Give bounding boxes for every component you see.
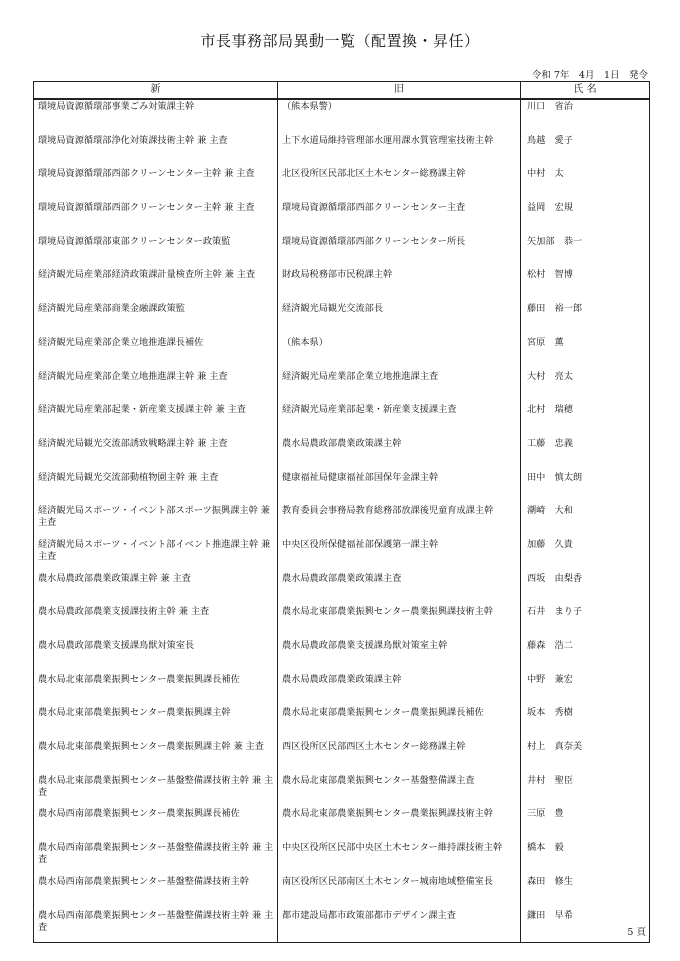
table-row [34,572,650,606]
document-title: 市長事務部局異動一覧（配置換・昇任） [200,32,480,50]
person-name-cell: 井村 聖臣 [521,774,650,808]
new-position-cell: 経済観光局スポーツ・イベント部スポーツ振興課主幹 兼 主査 [34,504,278,538]
table-row [34,134,650,168]
old-position-cell: 健康福祉局健康福祉部国保年金課主幹 [278,471,521,505]
new-position-cell: 環境局資源循環部東部クリーンセンター政策監 [34,235,278,269]
new-position-cell: 経済観光局産業部企業立地推進課主幹 兼 主査 [34,370,278,404]
old-position-cell: 中央区役所保健福祉部保護第一課主幹 [278,538,521,572]
person-name-cell: 北村 瑞穂 [521,403,650,437]
new-position-cell: 経済観光局産業部商業金融課政策監 [34,302,278,336]
table-row [34,99,650,134]
old-position-cell: 農水局農政部農業政策課主幹 [278,437,521,471]
person-name-cell: 藤森 浩二 [521,639,650,673]
new-position-cell: 農水局西南部農業振興センター基盤整備課技術主幹 兼 主査 [34,909,278,943]
new-position-cell: 環境局資源循環部西部クリーンセンター主幹 兼 主査 [34,201,278,235]
person-name-cell: 矢加部 恭一 [521,235,650,269]
old-position-cell: 南区役所区民部南区土木センター城南地域整備室長 [278,875,521,909]
table-row [34,437,650,471]
person-name-cell: 加藤 久貴 [521,538,650,572]
table-row [34,471,650,505]
new-position-cell: 農水局農政部農業政策課主幹 兼 主査 [34,572,278,606]
old-position-cell: 環境局資源循環部西部クリーンセンター主査 [278,201,521,235]
old-position-cell: 農水局北東部農業振興センター農業振興課技術主幹 [278,605,521,639]
table-row [34,370,650,404]
table-body [34,99,650,943]
old-position-cell: 西区役所区民部西区土木センター総務課主幹 [278,740,521,774]
person-name-cell: 大村 亮太 [521,370,650,404]
person-name-cell: 益岡 宏規 [521,201,650,235]
person-name-cell: 田中 慎太朗 [521,471,650,505]
old-position-cell: 北区役所区民部北区土木センター総務課主幹 [278,167,521,201]
old-position-cell: 環境局資源循環部西部クリーンセンター所長 [278,235,521,269]
table-row [34,909,650,943]
person-name-cell: 石井 まり子 [521,605,650,639]
header-new: 新 [34,82,278,100]
old-position-cell: 農水局北東部農業振興センター農業振興課技術主幹 [278,807,521,841]
old-position-cell: 農水局北東部農業振興センター基盤整備課主査 [278,774,521,808]
person-name-cell: 藤田 裕一郎 [521,302,650,336]
new-position-cell: 農水局北東部農業振興センター農業振興課主幹 [34,706,278,740]
header-row [34,82,650,100]
person-name-cell: 坂本 秀樹 [521,706,650,740]
table-row [34,807,650,841]
table-row [34,538,650,572]
old-position-cell: 経済観光局産業部起業・新産業支援課主査 [278,403,521,437]
personnel-table [33,81,650,943]
new-position-cell: 農水局西南部農業振興センター基盤整備課技術主幹 [34,875,278,909]
new-position-cell: 農水局北東部農業振興センター基盤整備課技術主幹 兼 主査 [34,774,278,808]
new-position-cell: 経済観光局産業部経済政策課計量検査所主幹 兼 主査 [34,268,278,302]
person-name-cell: 橋本 毅 [521,841,650,875]
person-name-cell: 鳥越 愛子 [521,134,650,168]
table-row [34,235,650,269]
new-position-cell: 経済観光局観光交流部誘致戦略課主幹 兼 主査 [34,437,278,471]
new-position-cell: 環境局資源循環部事業ごみ対策課主幹 [34,99,278,134]
old-position-cell: 上下水道局維持管理部水運用課水質管理室技術主幹 [278,134,521,168]
issue-date: 令和 7年 4月 1日 発令 [531,70,648,81]
new-position-cell: 経済観光局観光交流部動植物園主幹 兼 主査 [34,471,278,505]
new-position-cell: 農水局北東部農業振興センター農業振興課長補佐 [34,673,278,707]
person-name-cell: 工藤 忠義 [521,437,650,471]
person-name-cell: 中野 兼宏 [521,673,650,707]
table-row [34,841,650,875]
header-old: 旧 [278,82,521,100]
person-name-cell: 三原 豊 [521,807,650,841]
old-position-cell: 教育委員会事務局教育総務部放課後児童育成課主幹 [278,504,521,538]
table-row [34,673,650,707]
old-position-cell: 都市建設局都市政策部都市デザイン課主査 [278,909,521,943]
new-position-cell: 環境局資源循環部西部クリーンセンター主幹 兼 主査 [34,167,278,201]
new-position-cell: 農水局西南部農業振興センター農業振興課長補佐 [34,807,278,841]
table-row [34,740,650,774]
new-position-cell: 経済観光局産業部企業立地推進課長補佐 [34,336,278,370]
new-position-cell: 農水局北東部農業振興センター農業振興課主幹 兼 主査 [34,740,278,774]
old-position-cell: 農水局農政部農業政策課主査 [278,572,521,606]
new-position-cell: 経済観光局産業部起業・新産業支援課主幹 兼 主査 [34,403,278,437]
old-position-cell: （熊本県警） [278,99,521,134]
new-position-cell: 農水局農政部農業支援課鳥獣対策室長 [34,639,278,673]
table-row [34,605,650,639]
person-name-cell: 村上 真奈美 [521,740,650,774]
old-position-cell: 経済観光局観光交流部長 [278,302,521,336]
old-position-cell: 農水局農政部農業政策課主幹 [278,673,521,707]
new-position-cell: 環境局資源循環部浄化対策課技術主幹 兼 主査 [34,134,278,168]
page-number: 5 頁 [627,927,646,938]
person-name-cell: 森田 修生 [521,875,650,909]
table-row [34,268,650,302]
old-position-cell: 経済観光局産業部企業立地推進課主査 [278,370,521,404]
table-row [34,774,650,808]
header-name: 氏 名 [521,82,650,100]
old-position-cell: 財政局税務部市民税課主幹 [278,268,521,302]
new-position-cell: 経済観光局スポーツ・イベント部イベント推進課主幹 兼 主査 [34,538,278,572]
table-row [34,302,650,336]
old-position-cell: 農水局北東部農業振興センター農業振興課長補佐 [278,706,521,740]
person-name-cell: 中村 太 [521,167,650,201]
table-row [34,201,650,235]
person-name-cell: 松村 智博 [521,268,650,302]
table-row [34,504,650,538]
person-name-cell: 川口 省治 [521,99,650,134]
person-name-cell: 宮原 薫 [521,336,650,370]
table-row [34,875,650,909]
old-position-cell: 中央区役所区民部中央区土木センター維持課技術主幹 [278,841,521,875]
new-position-cell: 農水局西南部農業振興センター基盤整備課技術主幹 兼 主査 [34,841,278,875]
table-row [34,167,650,201]
table-row [34,706,650,740]
new-position-cell: 農水局農政部農業支援課技術主幹 兼 主査 [34,605,278,639]
person-name-cell: 西坂 由梨香 [521,572,650,606]
old-position-cell: （熊本県） [278,336,521,370]
old-position-cell: 農水局農政部農業支援課鳥獣対策室主幹 [278,639,521,673]
table-row [34,639,650,673]
table-row [34,403,650,437]
table-row [34,336,650,370]
person-name-cell: 鎌田 早希 [521,909,650,943]
person-name-cell: 潮崎 大和 [521,504,650,538]
